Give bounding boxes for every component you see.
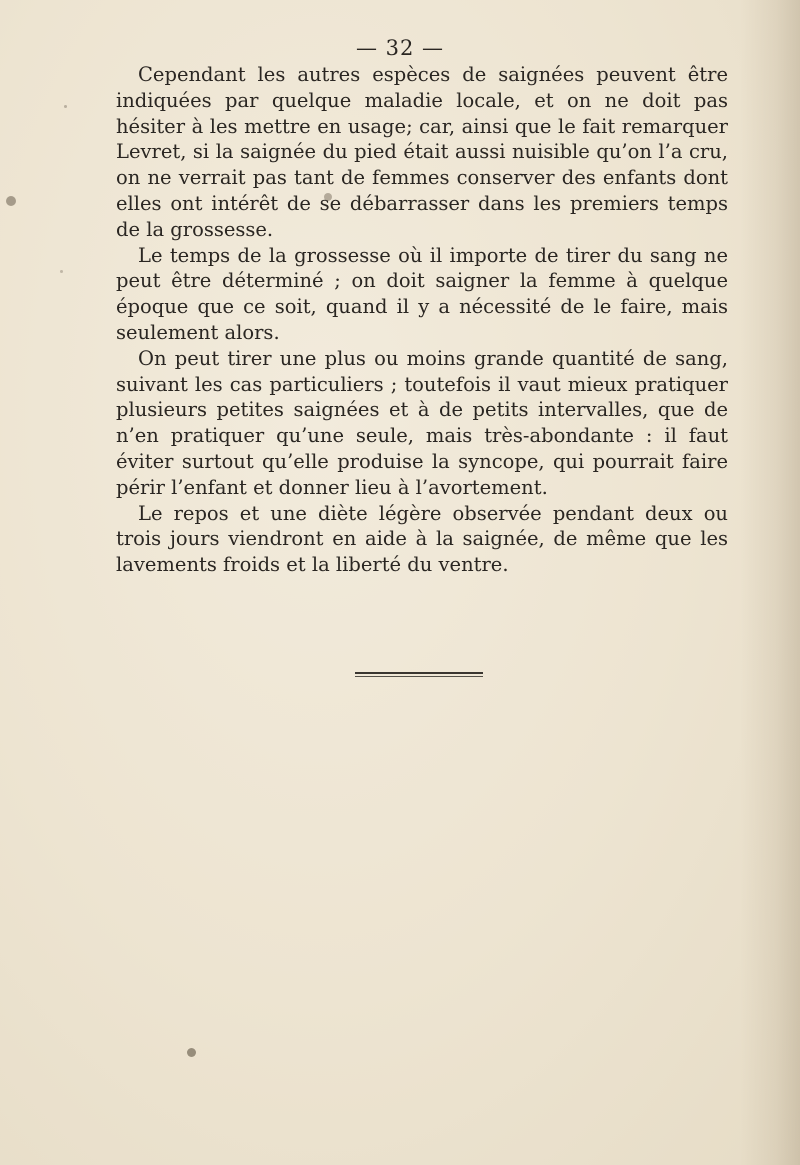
paragraph-temps-grossesse: Le temps de la grossesse où il importe de tirer du sang ne peut être déterminé ; on doit saigner la femme à quelque époque que ce soit, quand il y a nécessité de le faire, mais seulement alors. bbox=[116, 243, 728, 344]
ink-speck bbox=[60, 270, 63, 273]
section-end-rule bbox=[355, 672, 483, 674]
paragraph-repos-diete: Le repos et une diète légère observée pendant deux ou trois jours viendront en aide à la saignée, de même que les lavements froids et la liberté du ventre. bbox=[116, 501, 728, 577]
binding-shadow bbox=[740, 0, 800, 1165]
paragraph-saignees-locales: Cependant les autres espèces de saignées peuvent être indiquées par quelque maladie locale, et on ne doit pas hésiter à les mettre en usage; car, ainsi que le fait remarquer Levret, si la saignée du pied était aussi nuisible qu’on l’a cru, on ne verrait pas tant de femmes conserver des enfants dont elles ont intérêt de se débarrasser dans les premiers temps de la grossesse. bbox=[116, 63, 728, 241]
page-number: — 32 — bbox=[355, 36, 445, 60]
ink-stain bbox=[187, 1048, 196, 1057]
ink-stain bbox=[6, 196, 16, 206]
paragraph-quantite-sang: On peut tirer une plus ou moins grande quantité de sang, suivant les cas particuliers ; toutefois il vaut mieux pratiquer plusieurs petites saignées et à de petits intervalles, que de n’en pratiquer qu’une seule, mais très-abondante : il faut éviter surtout qu’elle produise la syncope, qui pourrait faire périr l’enfant et donner lieu à l’avortement. bbox=[116, 346, 728, 499]
ink-speck bbox=[64, 105, 67, 108]
body-text bbox=[116, 62, 728, 578]
section-end-rule-thin bbox=[355, 676, 483, 677]
ink-stain bbox=[324, 193, 332, 201]
